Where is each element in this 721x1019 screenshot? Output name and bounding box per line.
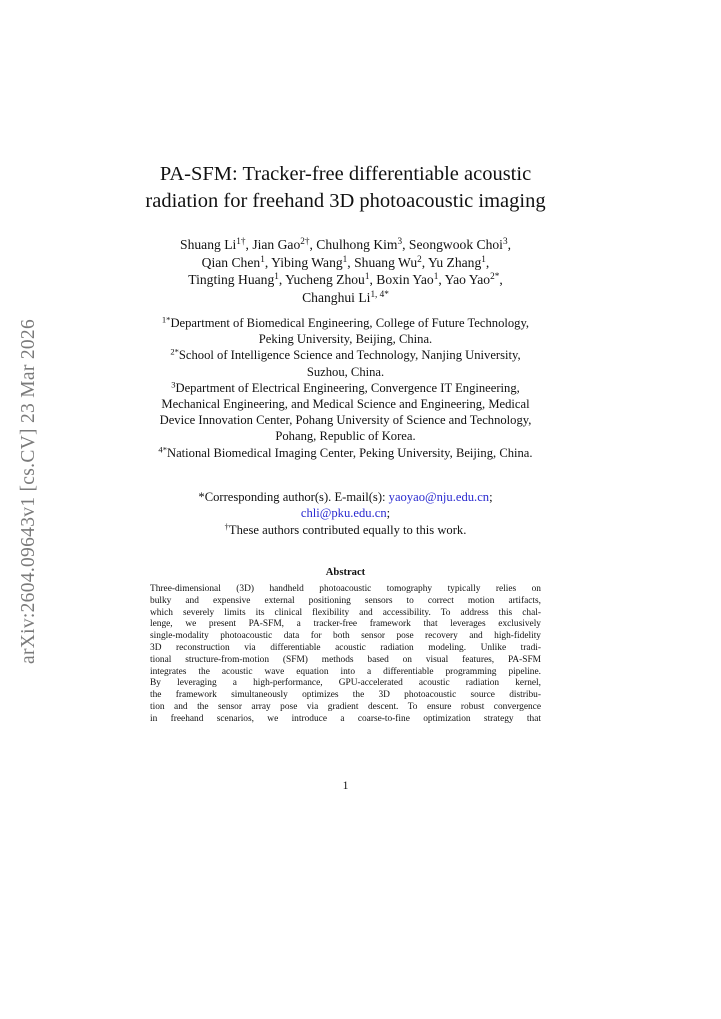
affiliation-2 — [110, 347, 581, 379]
abstract-line: in freehand scenarios, we introduce a coarse-to-fine optimization strategy that — [150, 713, 541, 724]
author-name: Shuang Wu — [354, 254, 418, 270]
author-affil-sup: 3 — [397, 235, 403, 246]
affiliation-text: National Biomedical Imaging Center, Peking University, Beijing, China. — [166, 445, 533, 460]
abstract-line: 3D reconstruction via differentiable acoustic radiation modeling. Unlike tradi- — [150, 642, 541, 653]
author-sep: , — [499, 272, 503, 288]
author-affil-sup: 1 — [433, 271, 439, 282]
author-line-2 — [100, 254, 591, 272]
email-link-chli[interactable]: chli@pku.edu.cn — [300, 506, 387, 521]
page-number: 1 — [342, 779, 349, 792]
abstract-line: the framework simultaneously optimizes the 3D photoacoustic source distribu- — [150, 690, 541, 701]
author-name: Shuang Li — [180, 237, 237, 252]
author-sep: , — [402, 237, 409, 252]
corresponding-author-line-2 — [110, 505, 581, 521]
affiliation-sup: 3 — [171, 379, 176, 390]
author-sep: , — [245, 237, 253, 252]
abstract-line: Three-dimensional (3D) handheld photoacoustic tomography typically relies on — [150, 584, 541, 594]
affiliation-list — [110, 315, 581, 461]
affiliation-sup: 4* — [158, 443, 167, 454]
author-affil-sup: 1 — [364, 271, 370, 282]
author-affil-sup: 1† — [236, 235, 246, 246]
author-name: Changhui Li — [302, 289, 371, 305]
equal-contribution-text: These authors contributed equally to this work. — [228, 522, 467, 537]
author-name: Seongwook Choi — [408, 237, 503, 252]
abstract-heading: Abstract — [325, 567, 366, 578]
abstract-line: tional structure-from-motion (SFM) methods based on visual features, PA-SFM — [150, 654, 541, 665]
author-affil-sup: 1 — [342, 253, 348, 264]
author-name: Yu Zhang — [428, 254, 482, 270]
author-affil-sup: 2† — [300, 235, 310, 246]
author-affil-sup: 3 — [502, 235, 508, 246]
author-affil-sup: 2* — [490, 271, 500, 282]
author-affil-sup: 1 — [274, 271, 279, 282]
author-sep: , — [264, 254, 272, 270]
affiliation-text: Suzhou, China. — [306, 364, 385, 379]
abstract-body — [150, 584, 541, 726]
author-name: Jian Gao — [252, 237, 301, 252]
affiliation-3 — [110, 380, 581, 445]
affiliation-text: Department of Biomedical Engineering, College of Future Technology, — [170, 316, 530, 330]
abstract-line: integrates the acoustic wave equation into a differentiable programming pipeline. — [150, 666, 541, 677]
author-name: Tingting Huang — [188, 272, 275, 288]
author-line-3 — [100, 271, 591, 289]
author-sep: , — [309, 237, 317, 252]
author-sep: , — [347, 254, 355, 270]
abstract-line: bulky and expensive external positioning sensors to correct motion artifacts, — [150, 595, 541, 606]
abstract-line: single-modality photoacoustic data for both sensor pose recovery and high-fidelity — [150, 631, 541, 642]
affiliation-text: Mechanical Engineering, and Medical Science and Engineering, Medical — [161, 397, 530, 412]
author-list — [100, 236, 591, 306]
title-line-2: radiation for freehand 3D photoacoustic imaging — [145, 190, 546, 212]
arxiv-identifier-stamp: arXiv:2604.09643v1 [cs.CV] 23 Mar 2026 — [18, 318, 39, 664]
affiliation-sup: 2* — [170, 346, 179, 357]
corresponding-author-label: *Corresponding author(s). E-mail(s): — [198, 490, 389, 504]
affiliation-text: Pohang, Republic of Korea. — [275, 429, 416, 444]
abstract-line: tion and the sensor array pose via gradient descent. To ensure robust convergence — [150, 701, 541, 712]
author-affil-sup: 2 — [417, 253, 422, 264]
affiliation-text: School of Intelligence Science and Technology, Nanjing University, — [178, 348, 521, 363]
author-line-4 — [100, 289, 591, 307]
abstract-line: which severely limits its clinical flexibility and accessibility. To address this chal- — [150, 607, 541, 618]
author-name: Yibing Wang — [271, 254, 343, 270]
affiliation-text: Department of Electrical Engineering, Convergence IT Engineering, — [175, 380, 520, 395]
email-link-yaoyao[interactable]: yaoyao@nju.edu.cn — [388, 490, 490, 504]
affiliation-text: Device Innovation Center, Pohang University of Science and Technology, — [159, 413, 532, 428]
title-line-1: PA-SFM: Tracker-free differentiable acoustic — [159, 163, 532, 185]
author-name: Boxin Yao — [376, 272, 434, 288]
equal-contribution-note — [110, 522, 581, 538]
author-affil-sup: 1 — [481, 253, 486, 264]
email-separator: ; — [386, 506, 391, 521]
author-line-1 — [100, 236, 591, 254]
abstract-line: By leveraging a high-performance, GPU-accelerated acoustic radiation kernel, — [150, 678, 541, 689]
author-name: Chulhong Kim — [316, 237, 398, 252]
author-sep: , — [421, 254, 429, 270]
author-sep: , — [438, 272, 445, 288]
author-sep: , — [369, 272, 377, 288]
corresponding-author-line — [110, 489, 581, 505]
abstract-line: lenge, we present PA-SFM, a tracker-free framework that leverages exclusively — [150, 619, 541, 630]
author-name: Yao Yao — [444, 272, 491, 288]
affiliation-text: Peking University, Beijing, China. — [258, 332, 433, 347]
author-name: Yucheng Zhou — [285, 272, 365, 288]
author-sep: , — [507, 237, 511, 252]
email-separator: ; — [489, 490, 493, 504]
affiliation-1 — [110, 315, 581, 347]
correspondence-block — [110, 489, 581, 538]
author-name: Qian Chen — [201, 254, 261, 270]
dagger-sup: † — [224, 521, 229, 532]
author-sep: , — [485, 254, 490, 270]
author-affil-sup: 1 — [260, 253, 265, 264]
author-sep: , — [278, 272, 286, 288]
affiliation-sup: 1* — [161, 314, 171, 325]
author-affil-sup: 1, 4* — [370, 288, 389, 299]
affiliation-4 — [110, 445, 581, 461]
paper-title — [90, 161, 601, 215]
